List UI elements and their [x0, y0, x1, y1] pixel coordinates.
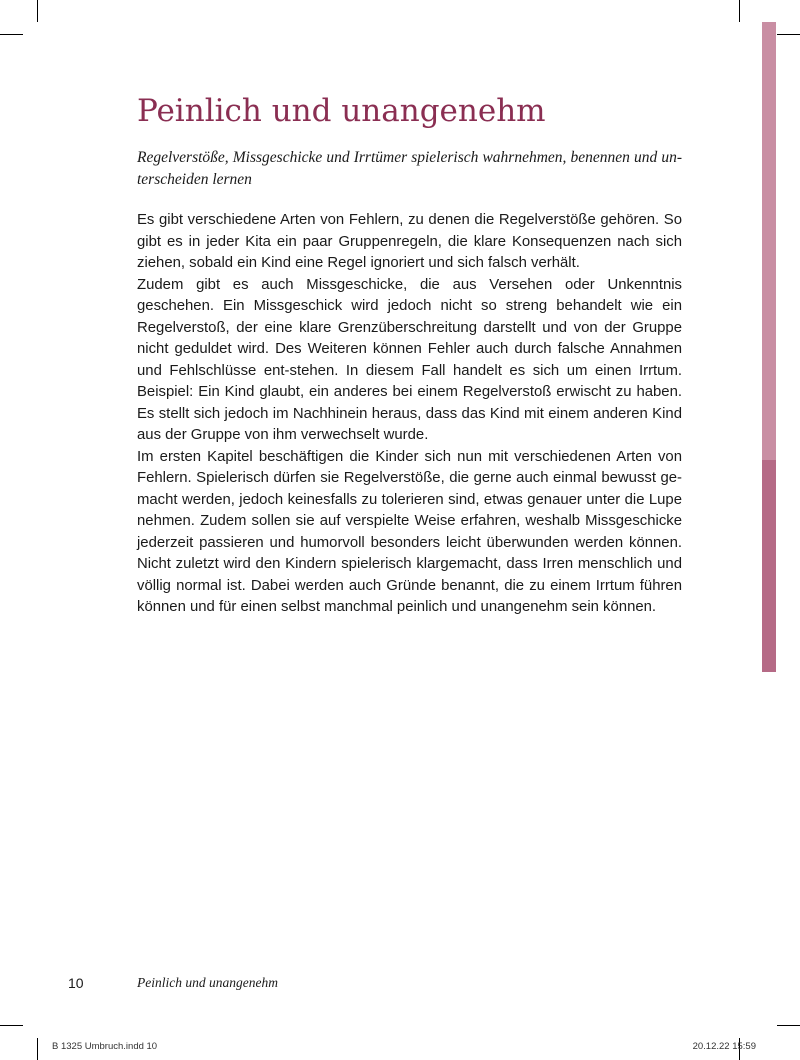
body-text — [137, 210, 682, 619]
crop-mark-bottom-right-h — [777, 1025, 800, 1026]
crop-mark-top-right-h — [777, 34, 800, 35]
crop-mark-top-left-h — [0, 34, 23, 35]
crop-mark-bottom-left-h — [0, 1025, 23, 1026]
slug-file-info: B 1325 Umbruch.indd 10 — [52, 1041, 158, 1052]
running-title: Peinlich und unangenehm — [137, 975, 278, 990]
chapter-tab-dark — [762, 460, 776, 672]
crop-mark-top-left-v — [37, 0, 38, 22]
page-title: Peinlich und unangenehm — [137, 93, 546, 129]
body-paragraph-2: Zudem gibt es auch Missgeschicke, die aus Versehen oder Unkenntnis geschehen. Ein Missgeschick wird jedoch nicht so streng behandelt wie ein Regelverstoß, der eine klare Grenzüberschreitung darstellt und von der Gruppe nicht geduldet wird. Des Weiteren können Fehler auch durch falsche Annahmen und Fehlschlüsse ent-stehen. In diesem Fall handelt es sich um einen Irrtum. Beispiel: Ein Kind glaubt, ein anderes bei einem Regelverstoß erwischt zu haben. Es stellt sich jedoch im Nachhinein heraus, dass das Kind mit einem anderen Kind aus der Gruppe von ihm verwechselt wurde. — [137, 276, 682, 443]
page-subtitle: Regelverstöße, Missgeschicke und Irrtümer spielerisch wahrnehmen, benennen und un-terscheiden lernen — [137, 149, 682, 188]
chapter-tab-light — [762, 22, 776, 460]
body-paragraph-3: Im ersten Kapitel beschäftigen die Kinder sich nun mit verschiedenen Arten von Fehlern. Spielerisch dürfen sie Regelverstöße, die gerne auch einmal bewusst ge-macht werden, jedoch keinesfalls zu tolerieren sind, etwas genauer unter die Lupe nehmen. Zudem sollen sie auf verspielte Weise erfahren, weshalb Missgeschicke jederzeit passieren und humorvoll besonders leicht überwunden werden können. Nicht zuletzt wird den Kindern spielerisch klargemacht, dass Irren menschlich und völlig normal ist. Dabei werden auch Gründe benannt, die zu einem Irrtum führen können und für einen selbst manchmal peinlich und unangenehm sein können. — [137, 448, 682, 615]
body-paragraph-1: Es gibt verschiedene Arten von Fehlern, zu denen die Regelverstöße gehören. So gibt es in jeder Kita ein paar Gruppenregeln, die klare Konsequenzen nach sich ziehen, sobald ein Kind eine Regel ignoriert und sich falsch verhält. — [137, 212, 682, 271]
page-number: 10 — [68, 975, 84, 991]
crop-mark-top-right-v — [739, 0, 740, 22]
crop-mark-bottom-left-v — [37, 1038, 38, 1060]
slug-datetime: 20.12.22 15:59 — [692, 1041, 756, 1052]
